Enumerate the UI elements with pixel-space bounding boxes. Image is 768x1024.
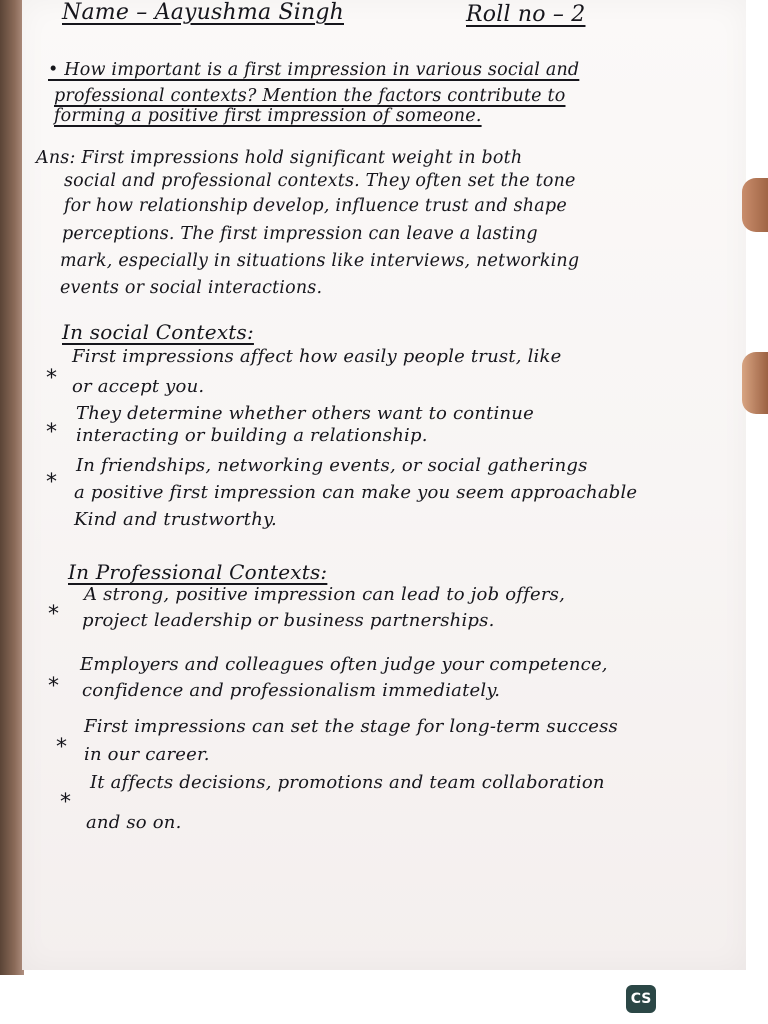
finger-edge <box>742 178 768 232</box>
social-contexts-heading: In social Contexts: <box>62 320 254 344</box>
bullet-text: interacting or building a relationship. <box>76 425 428 446</box>
scan-edge-shadow <box>0 0 24 975</box>
bullet-text: a positive first impression can make you seem approachable <box>74 482 638 503</box>
bullet-star: * <box>60 790 71 815</box>
bullet-text: A strong, positive impression can lead to job offers, <box>84 584 566 605</box>
camscanner-logo-icon: CS <box>626 985 656 1013</box>
bullet-star: * <box>46 366 57 391</box>
bullet-text: Employers and colleagues often judge your competence, <box>80 654 608 675</box>
question-line: • How important is a first impression in various social and <box>48 60 580 80</box>
bullet-star: * <box>46 470 57 495</box>
student-name: Name – Aayushma Singh <box>62 0 344 25</box>
bullet-star: * <box>56 735 67 760</box>
bullet-text: and so on. <box>86 812 182 833</box>
answer-line: perceptions. The first impression can leave a lasting <box>62 224 538 244</box>
bullet-star: * <box>48 602 59 627</box>
bullet-text: In friendships, networking events, or social gatherings <box>76 455 588 476</box>
bullet-text: They determine whether others want to continue <box>76 403 534 424</box>
question-line: professional contexts? Mention the factors contribute to <box>54 86 566 106</box>
bullet-text: or accept you. <box>72 376 205 397</box>
bullet-text: Kind and trustworthy. <box>74 509 277 530</box>
answer-line: Ans: First impressions hold significant weight in both <box>36 148 523 168</box>
bullet-star: * <box>48 674 59 699</box>
bullet-text: project leadership or business partnerships. <box>82 610 495 631</box>
bullet-text: It affects decisions, promotions and team collaboration <box>90 772 605 793</box>
bullet-text: in our career. <box>84 744 210 765</box>
answer-line: for how relationship develop, influence trust and shape <box>64 196 567 216</box>
answer-line: social and professional contexts. They often set the tone <box>64 171 576 191</box>
finger-edge <box>742 352 768 414</box>
answer-line: mark, especially in situations like interviews, networking <box>60 251 580 271</box>
bullet-text: First impressions can set the stage for long-term success <box>84 716 618 737</box>
professional-contexts-heading: In Professional Contexts: <box>68 560 328 584</box>
bullet-text: First impressions affect how easily people trust, like <box>72 346 562 367</box>
bullet-star: * <box>46 420 57 445</box>
bullet-text: confidence and professionalism immediately. <box>82 680 501 701</box>
question-line: forming a positive first impression of someone. <box>54 106 482 126</box>
answer-line: events or social interactions. <box>60 278 323 298</box>
roll-number: Roll no – 2 <box>466 2 586 27</box>
